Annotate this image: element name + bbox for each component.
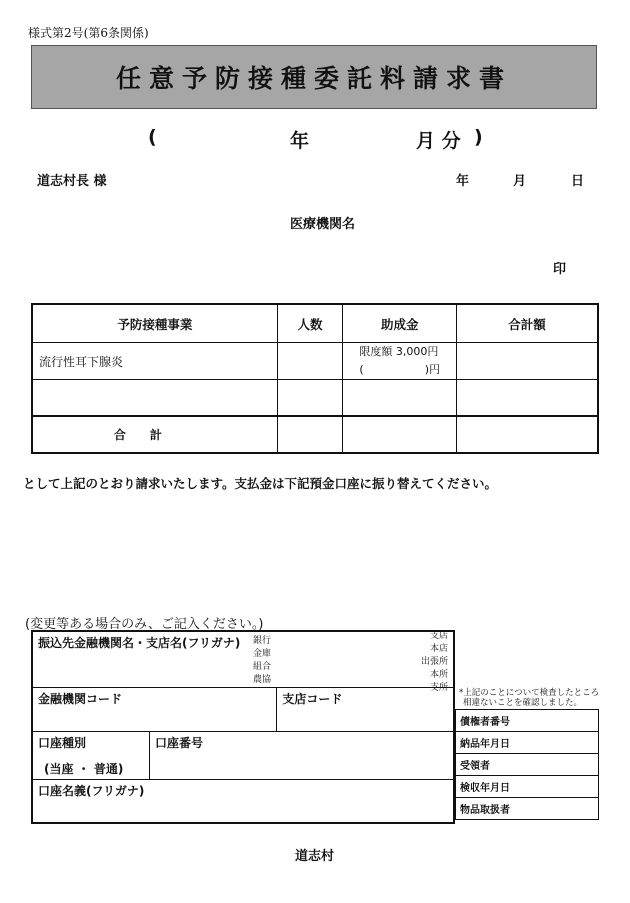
- table-row: [456, 798, 599, 820]
- count-cell[interactable]: [277, 343, 343, 380]
- table-row: [456, 754, 599, 776]
- total-cell[interactable]: [457, 380, 598, 417]
- type-cooperative: 組合: [253, 662, 272, 672]
- transfer-institution-label: 振込先金融機関名・支店名(フリガナ): [38, 636, 241, 650]
- program-name: 流行性耳下腺炎: [32, 343, 277, 380]
- title-banner: [31, 45, 597, 109]
- branch-type-honten: 本店: [429, 644, 448, 654]
- document-title: 任意予防接種委託料請求書: [115, 64, 512, 93]
- program-name-blank[interactable]: [32, 380, 277, 417]
- type-credit-union: 金庫: [253, 649, 272, 659]
- inspection-note-line1: *上記のことについて検査したところ: [459, 688, 600, 698]
- table-row: [456, 710, 599, 732]
- account-number-field[interactable]: [150, 731, 454, 779]
- branch-type-shisho: 支所: [429, 683, 448, 693]
- date-year-label: 年: [456, 174, 470, 189]
- table-row: [32, 343, 598, 380]
- account-type-options[interactable]: (当座 ・ 普通): [44, 761, 124, 776]
- inspection-table: [455, 709, 599, 820]
- period-month-label: 月 分: [416, 130, 461, 152]
- type-bank: 銀行: [253, 636, 272, 646]
- branch-type-shucchojo: 出張所: [420, 657, 448, 667]
- total-label: 合 計: [32, 416, 277, 453]
- total-count-cell[interactable]: [277, 416, 343, 453]
- form-number-label: 様式第2号(第6条関係): [28, 26, 149, 40]
- seal-mark: 印: [553, 262, 567, 277]
- account-type-field[interactable]: [32, 731, 150, 779]
- creditor-number-field[interactable]: 債権者番号: [456, 710, 599, 732]
- table-row: [456, 732, 599, 754]
- subsidy-limit: 限度額 3,000円: [359, 345, 439, 358]
- acceptance-date-field[interactable]: 検収年月日: [456, 776, 599, 798]
- goods-handler-field[interactable]: 物品取扱者: [456, 798, 599, 820]
- period-open-paren: (: [148, 126, 157, 148]
- branch-type-shiten: 支店: [429, 631, 448, 641]
- subsidy-paren-close: )円: [424, 363, 441, 376]
- date-day-label: 日: [571, 174, 585, 189]
- header-subsidy: 助成金: [343, 304, 457, 343]
- header-total: 合計額: [457, 304, 598, 343]
- total-row: [32, 416, 598, 453]
- date-month-label: 月: [513, 174, 527, 189]
- transfer-institution-field[interactable]: [32, 631, 454, 693]
- count-cell[interactable]: [277, 380, 343, 417]
- medical-institution-label: 医療機関名: [290, 217, 356, 232]
- subsidy-cell[interactable]: [343, 343, 457, 380]
- claim-table-header-row: [32, 304, 598, 343]
- table-row: [456, 776, 599, 798]
- bank-code-field[interactable]: [32, 687, 277, 731]
- header-program: 予防接種事業: [32, 304, 277, 343]
- receiver-field[interactable]: 受領者: [456, 754, 599, 776]
- delivery-date-field[interactable]: 納品年月日: [456, 732, 599, 754]
- total-cell[interactable]: [457, 343, 598, 380]
- bank-code-label: 金融機関コード: [38, 691, 123, 706]
- claim-table: [31, 303, 599, 454]
- account-number-label: 口座番号: [155, 735, 204, 750]
- header-count: 人数: [277, 304, 343, 343]
- account-type-label: 口座種別: [38, 735, 87, 750]
- village-name: 道志村: [295, 849, 335, 864]
- grand-total-cell[interactable]: [457, 416, 598, 453]
- type-agri-coop: 農協: [253, 675, 272, 685]
- total-subsidy-cell[interactable]: [343, 416, 457, 453]
- change-note: (変更等ある場合のみ、ご記入ください。): [25, 617, 264, 632]
- bank-account-table: [31, 630, 455, 824]
- subsidy-cell[interactable]: [343, 380, 457, 417]
- account-name-label: 口座名義(フリガナ): [38, 783, 145, 798]
- period-year-label: 年: [290, 130, 310, 152]
- addressee: 道志村長 様: [37, 174, 107, 189]
- inspection-note-line2: 相違ないことを確認しました。: [463, 698, 583, 708]
- inspection-note: [459, 688, 599, 708]
- branch-code-label: 支店コード: [282, 691, 343, 706]
- account-name-field[interactable]: [32, 779, 454, 823]
- period-close-paren: ): [474, 126, 483, 148]
- branch-type-honsho: 本所: [429, 670, 448, 680]
- subsidy-paren-open: (: [359, 363, 364, 376]
- claim-sentence: として上記のとおり請求いたします。支払金は下記預金口座に振り替えてください。: [23, 476, 498, 491]
- table-row: [32, 380, 598, 417]
